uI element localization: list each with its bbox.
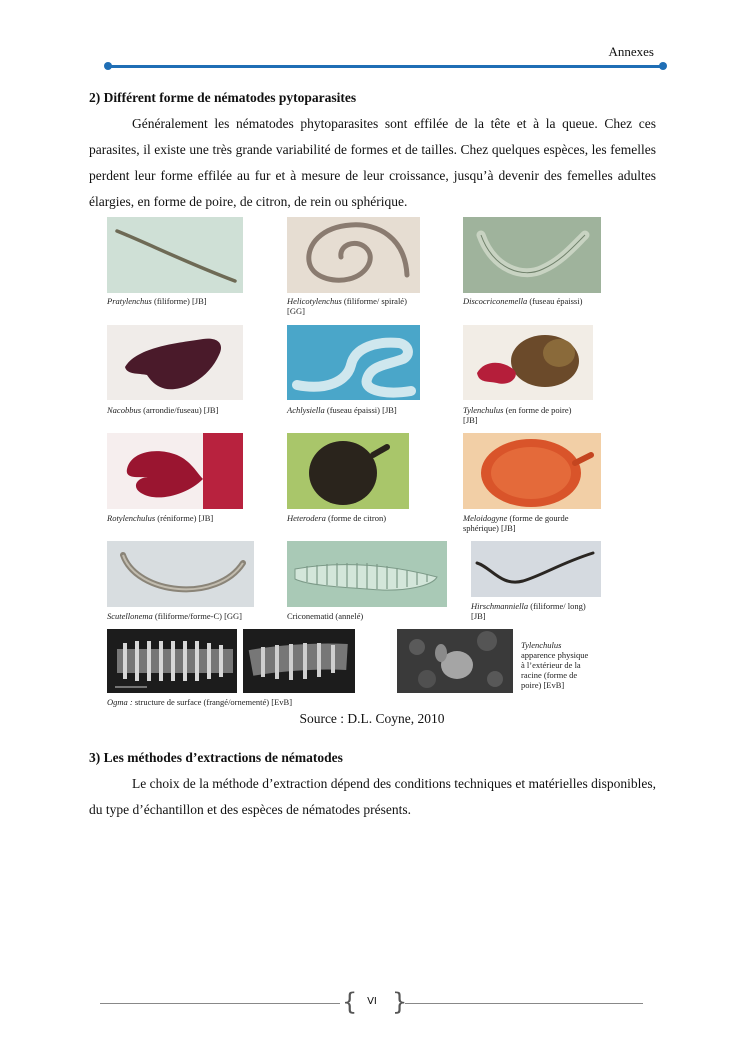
photo-hirschmanniella [471, 541, 601, 597]
photo-scutellonema [107, 541, 254, 607]
photo-heterodera [287, 433, 409, 509]
header-section-label: Annexes [608, 44, 654, 59]
caption-scutellonema: Scutellonema (filiforme/forme-C) [GG] [107, 611, 243, 621]
caption-meloidogyne: Meloidogyne (forme de gourde sphérique) [JB] [463, 513, 569, 533]
footer-rule-right [405, 1003, 643, 1004]
section-3-paragraph [89, 771, 656, 823]
caption-criconematid: Criconematid (annelé) [287, 611, 364, 621]
photo-rotylenchulus [107, 433, 243, 509]
caption-heterodera: Heterodera (forme de citron) [287, 513, 387, 523]
section-2-heading: 2) Différent forme de nématodes pytoparasites [89, 90, 357, 105]
caption-ogma: Ogma : structure de surface (frangé/ornementé) [EvB] [107, 697, 293, 707]
photo-achlysiella [287, 325, 420, 400]
caption-helicotylenchus: Helicotylenchus (filiforme/ spiralé) [GG] [287, 296, 407, 316]
photo-pratylenchus [107, 217, 243, 293]
caption-discocriconemella: Discocriconemella (fuseau épaissi) [463, 296, 583, 306]
caption-tylenchulus: Tylenchulus (en forme de poire) [JB] [463, 405, 572, 425]
figure-source: Source : D.L. Coyne, 2010 [299, 711, 445, 726]
footer-rule-left [100, 1003, 340, 1004]
footer-bracket-right: } [392, 988, 408, 1016]
section-2-paragraph-text: Généralement les nématodes phytoparasites sont effilée de la tête et à la queue. Chez ces parasites, il existe une très grande variabilité de formes et de tailles. Chez quelques espèces, les femelles perdent leur forme effilée au fur et à mesure de leur croissance, jusqu’à devenir des femelles adultes élargies, en forme de poire, de citron, de rein ou sphérique. [89, 116, 656, 209]
photo-nacobbus [107, 325, 243, 400]
caption-pratylenchus: Pratylenchus (filiforme) [JB] [107, 296, 207, 306]
caption-rotylenchulus: Rotylenchulus (réniforme) [JB] [107, 513, 214, 523]
photo-criconematid [287, 541, 447, 607]
photo-tylenchulus-sem [397, 629, 513, 693]
caption-tylenchulus-sem: Tylenchulus apparence physique à l’extérieur de la racine (forme de poire) [EvB] [521, 640, 589, 690]
caption-achlysiella: Achlysiella (fuseau épaissi) [JB] [287, 405, 397, 415]
page-number: VI [367, 996, 377, 1007]
photo-ogma-sem-2 [243, 629, 355, 693]
section-3-heading: 3) Les méthodes d’extractions de nématodes [89, 750, 343, 765]
caption-nacobbus: Nacobbus (arrondie/fuseau) [JB] [107, 405, 219, 415]
footer-bracket-left: { [342, 988, 358, 1016]
photo-discocriconemella [463, 217, 601, 293]
caption-hirschmanniella: Hirschmanniella (filiforme/ long) [JB] [471, 601, 586, 621]
photo-meloidogyne [463, 433, 601, 509]
photo-tylenchulus [463, 325, 593, 400]
section-3-paragraph-text: Le choix de la méthode d’extraction dépend des conditions techniques et matérielles disponibles, du type d’échantillon et des espèces de nématodes présents. [89, 776, 656, 817]
photo-helicotylenchus [287, 217, 420, 293]
photo-ogma-sem-1 [107, 629, 237, 693]
